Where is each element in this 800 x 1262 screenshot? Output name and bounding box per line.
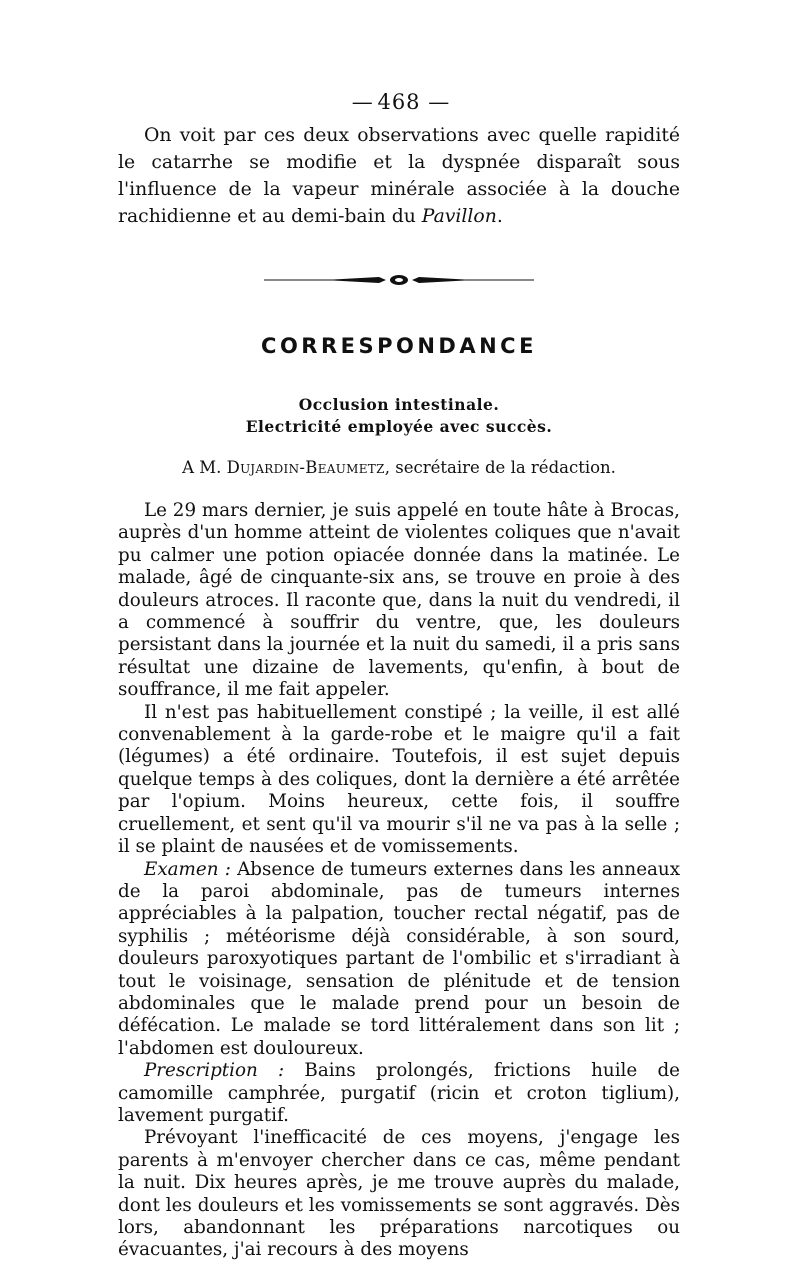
section-title: CORRESPONDANCE (261, 334, 537, 358)
letter-body (118, 500, 680, 1262)
intro-italic-term: Pavillon (421, 206, 497, 227)
paragraph-4 (118, 1060, 680, 1127)
paragraph-text: Le 29 mars dernier, je suis appelé en toute hâte à Brocas, auprès d'un homme atteint de violentes coliques que n'avait pu calmer une potion opiacée donnée dans la matinée. Le malade, âgé de cinquante-six ans, se trouve en proie à des douleurs atroces. Il raconte que, dans la nuit du vendredi, il a commencé à souffrir du ventre, que, les douleurs persistant dans la journée et la nuit du samedi, il a pris sans résultat une dizaine de lavements, qu'enfin, à bout de souffrance, il me fait appeler. (118, 500, 680, 701)
paragraph-1 (118, 500, 680, 702)
page (118, 88, 680, 1262)
intro-end: . (496, 206, 503, 227)
paragraph-2 (118, 702, 680, 859)
intro-paragraph (118, 122, 680, 230)
subtitle-2: Electricité employée avec succès. (245, 417, 553, 436)
paragraph-5 (118, 1127, 680, 1261)
examen-label: Examen : (144, 858, 231, 880)
ornament-rule-icon (264, 272, 534, 288)
dash-left: — (351, 90, 374, 114)
paragraph-text: Absence de tumeurs externes dans les anneaux de la paroi abdominale, pas de tumeurs internes appréciables à la palpation, toucher rectal négatif, pas de syphilis ; météorisme déjà considérable, à son sourd, douleurs paroxyotiques partant de l'ombilic et s'irradiant à tout le voisinage, sensation de plénitude et de tension abdominales que le malade prend pour un besoin de défécation. Le malade se tord littéralement dans son lit ; l'abdomen est douloureux. (118, 858, 680, 1059)
salutation (118, 456, 680, 480)
salutation-suffix: , secrétaire de la rédaction. (384, 458, 616, 477)
prescription-label: Prescription : (144, 1060, 285, 1082)
page-number (118, 88, 680, 116)
subtitle-1: Occlusion intestinale. (298, 395, 500, 414)
paragraph-text: Prévoyant l'inefficacité de ces moyens, j'engage les parents à m'envoyer chercher dans ce cas, même pendant la nuit. Dix heures après, je me trouve auprès du malade, dont les douleurs et les vomissements se sont aggravés. Dès lors, abandonnant les préparations narcotiques ou évacuantes, j'ai recours à des moyens (118, 1127, 680, 1261)
subtitle-block (118, 394, 680, 438)
intro-text: On voit par ces deux observations avec quelle rapidité le catarrhe se modifie et la dyspnée disparaît sous l'influence de la vapeur minérale associée à la douche rachidienne et au demi-bain du (118, 125, 680, 227)
page-number-value: 468 (377, 90, 421, 114)
separator-ornament (118, 270, 680, 290)
paragraph-3 (118, 859, 680, 1061)
salutation-prefix: A M. (182, 458, 227, 477)
paragraph-text: Bains prolongés, frictions huile de camomille camphrée, purgatif (ricin et croton tiglium), lavement purgatif. (118, 1060, 680, 1126)
dash-right: — (428, 90, 451, 114)
recipient-name: Dujardin-Beaumetz (226, 458, 385, 477)
paragraph-text: Il n'est pas habituellement constipé ; la veille, il est allé convenablement à la garde-robe et le maigre qu'il a fait (légumes) a été ordinaire. Toutefois, il est sujet depuis quelque temps à des coliques, dont la dernière a été arrêtée par l'opium. Moins heureux, cette fois, il souffre cruellement, et sent qu'il va mourir s'il ne va pas à la selle ; il se plaint de nausées et de vomissements. (118, 701, 680, 858)
